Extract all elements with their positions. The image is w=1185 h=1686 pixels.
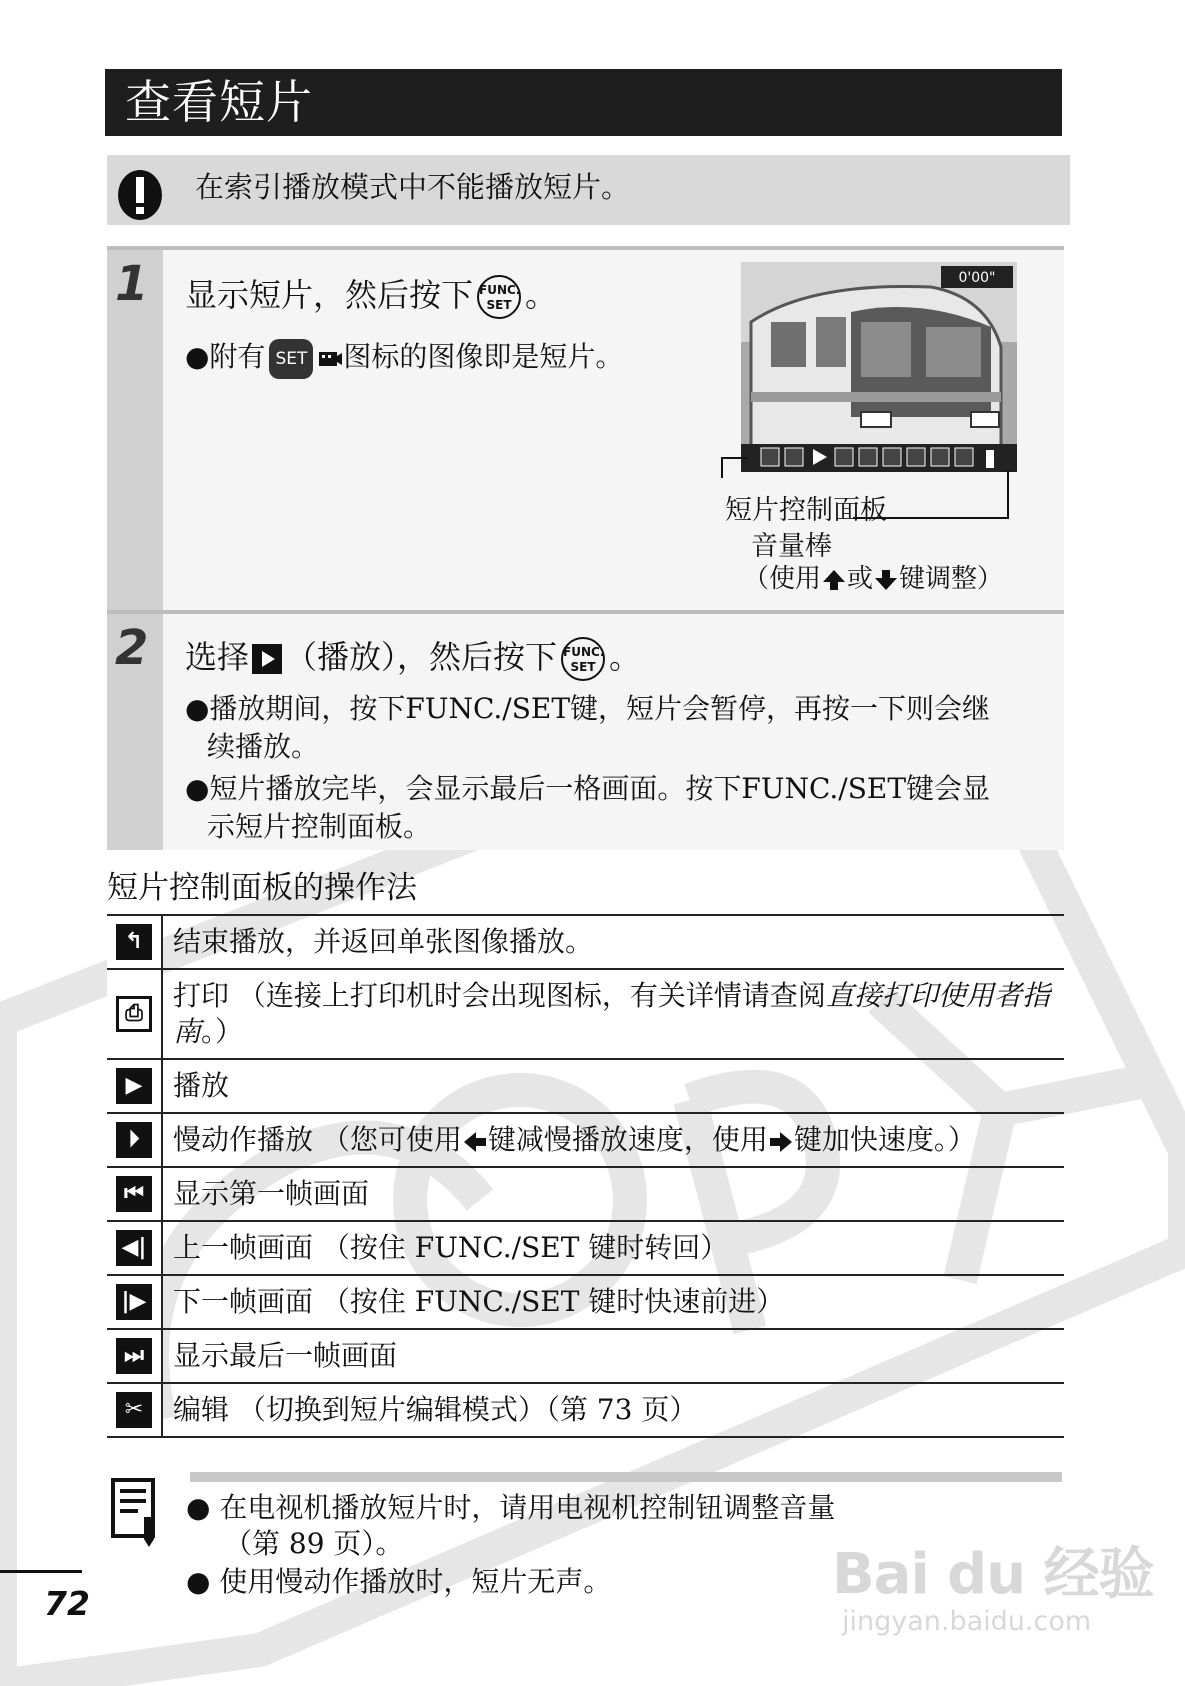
arrow-down-icon (873, 568, 899, 592)
label-adjust: （使用 或 键调整） (743, 564, 1004, 594)
movie-timer: 0'00" (958, 270, 996, 286)
table-row: ⏮ 显示第一帧画面 (107, 1167, 1064, 1221)
set-badge-icon: SET (269, 339, 313, 379)
step-2 (107, 610, 1064, 850)
page-number: 72 (44, 1584, 90, 1623)
note-item: ● 在电视机播放短片时，请用电视机控制钮调整音量 （第 89 页）。 (186, 1491, 836, 1560)
page-rule (0, 1570, 82, 1573)
last-frame-icon: ⏭ (116, 1338, 152, 1374)
next-frame-icon: |▶ (116, 1284, 152, 1320)
caution-text: 在索引播放模式中不能播放短片。 (195, 170, 631, 204)
slow-motion-icon: ⏵ (116, 1122, 152, 1158)
step-1 (107, 246, 1064, 614)
label-volume-bar: 音量棒 (751, 531, 832, 562)
caution-icon (117, 169, 163, 221)
step-bullet: ●短片播放完毕，会显示最后一格画面。按下FUNC./SET键会显 示短片控制面板。 (185, 772, 991, 843)
page-title: 查看短片 (105, 69, 1062, 136)
note-bar (190, 1472, 1062, 1482)
table-row: ↰ 结束播放，并返回单张图像播放。 (107, 915, 1064, 969)
step-heading: 显示短片，然后按下 FUNC. SET 。 (185, 270, 557, 319)
caution-box (107, 155, 1070, 225)
exit-icon: ↰ (116, 924, 152, 960)
previous-frame-icon: ◀| (116, 1230, 152, 1266)
first-frame-icon: ⏮ (116, 1176, 152, 1212)
step-bullet: ●附有 SET 图标的图像即是短片。 (185, 338, 623, 379)
movie-icon (317, 346, 343, 372)
note-item: ● 使用慢动作播放时，短片无声。 (186, 1565, 612, 1598)
baidu-watermark-url: jingyan.baidu.com (842, 1606, 1092, 1637)
play-icon (252, 644, 282, 674)
table-row: ◀| 上一帧画面 （按住 FUNC./SET 键时转回） (107, 1221, 1064, 1275)
control-panel-table (107, 914, 1064, 1438)
memo-icon (110, 1477, 162, 1549)
print-icon: ⎙ (116, 996, 152, 1032)
step-heading: 选择 （播放），然后按下 FUNC. SET 。 (185, 632, 641, 681)
step-bullet: ●播放期间，按下FUNC./SET键，短片会暂停，再按一下则会继 续播放。 (185, 692, 991, 763)
label-control-panel: 短片控制面板 (725, 495, 887, 526)
step-number: 2 (115, 620, 149, 676)
table-row: |▶ 下一帧画面 （按住 FUNC./SET 键时快速前进） (107, 1275, 1064, 1329)
play-icon: ▶ (116, 1068, 152, 1104)
table-row: ✂ 编辑 （切换到短片编辑模式）（第 73 页） (107, 1383, 1064, 1437)
baidu-watermark-logo: Bai du 经验 (832, 1542, 1154, 1607)
func-set-button-icon: FUNC. SET (561, 637, 605, 681)
arrow-right-icon (768, 1130, 794, 1154)
arrow-left-icon (462, 1130, 488, 1154)
section-title: 短片控制面板的操作法 (107, 870, 417, 906)
arrow-up-icon (821, 568, 847, 592)
table-row: ▶ 播放 (107, 1059, 1064, 1113)
table-row: ⎙ 打印 （连接上打印机时会出现图标，有关详情请查阅直接打印使用者指南。） (107, 969, 1064, 1059)
step-number: 1 (115, 256, 149, 312)
table-row: ⏭ 显示最后一帧画面 (107, 1329, 1064, 1383)
table-row: ⏵ 慢动作播放 （您可使用 键减慢播放速度，使用 键加快速度。） (107, 1113, 1064, 1167)
func-set-button-icon: FUNC. SET (477, 275, 521, 319)
edit-scissors-icon: ✂ (116, 1392, 152, 1428)
